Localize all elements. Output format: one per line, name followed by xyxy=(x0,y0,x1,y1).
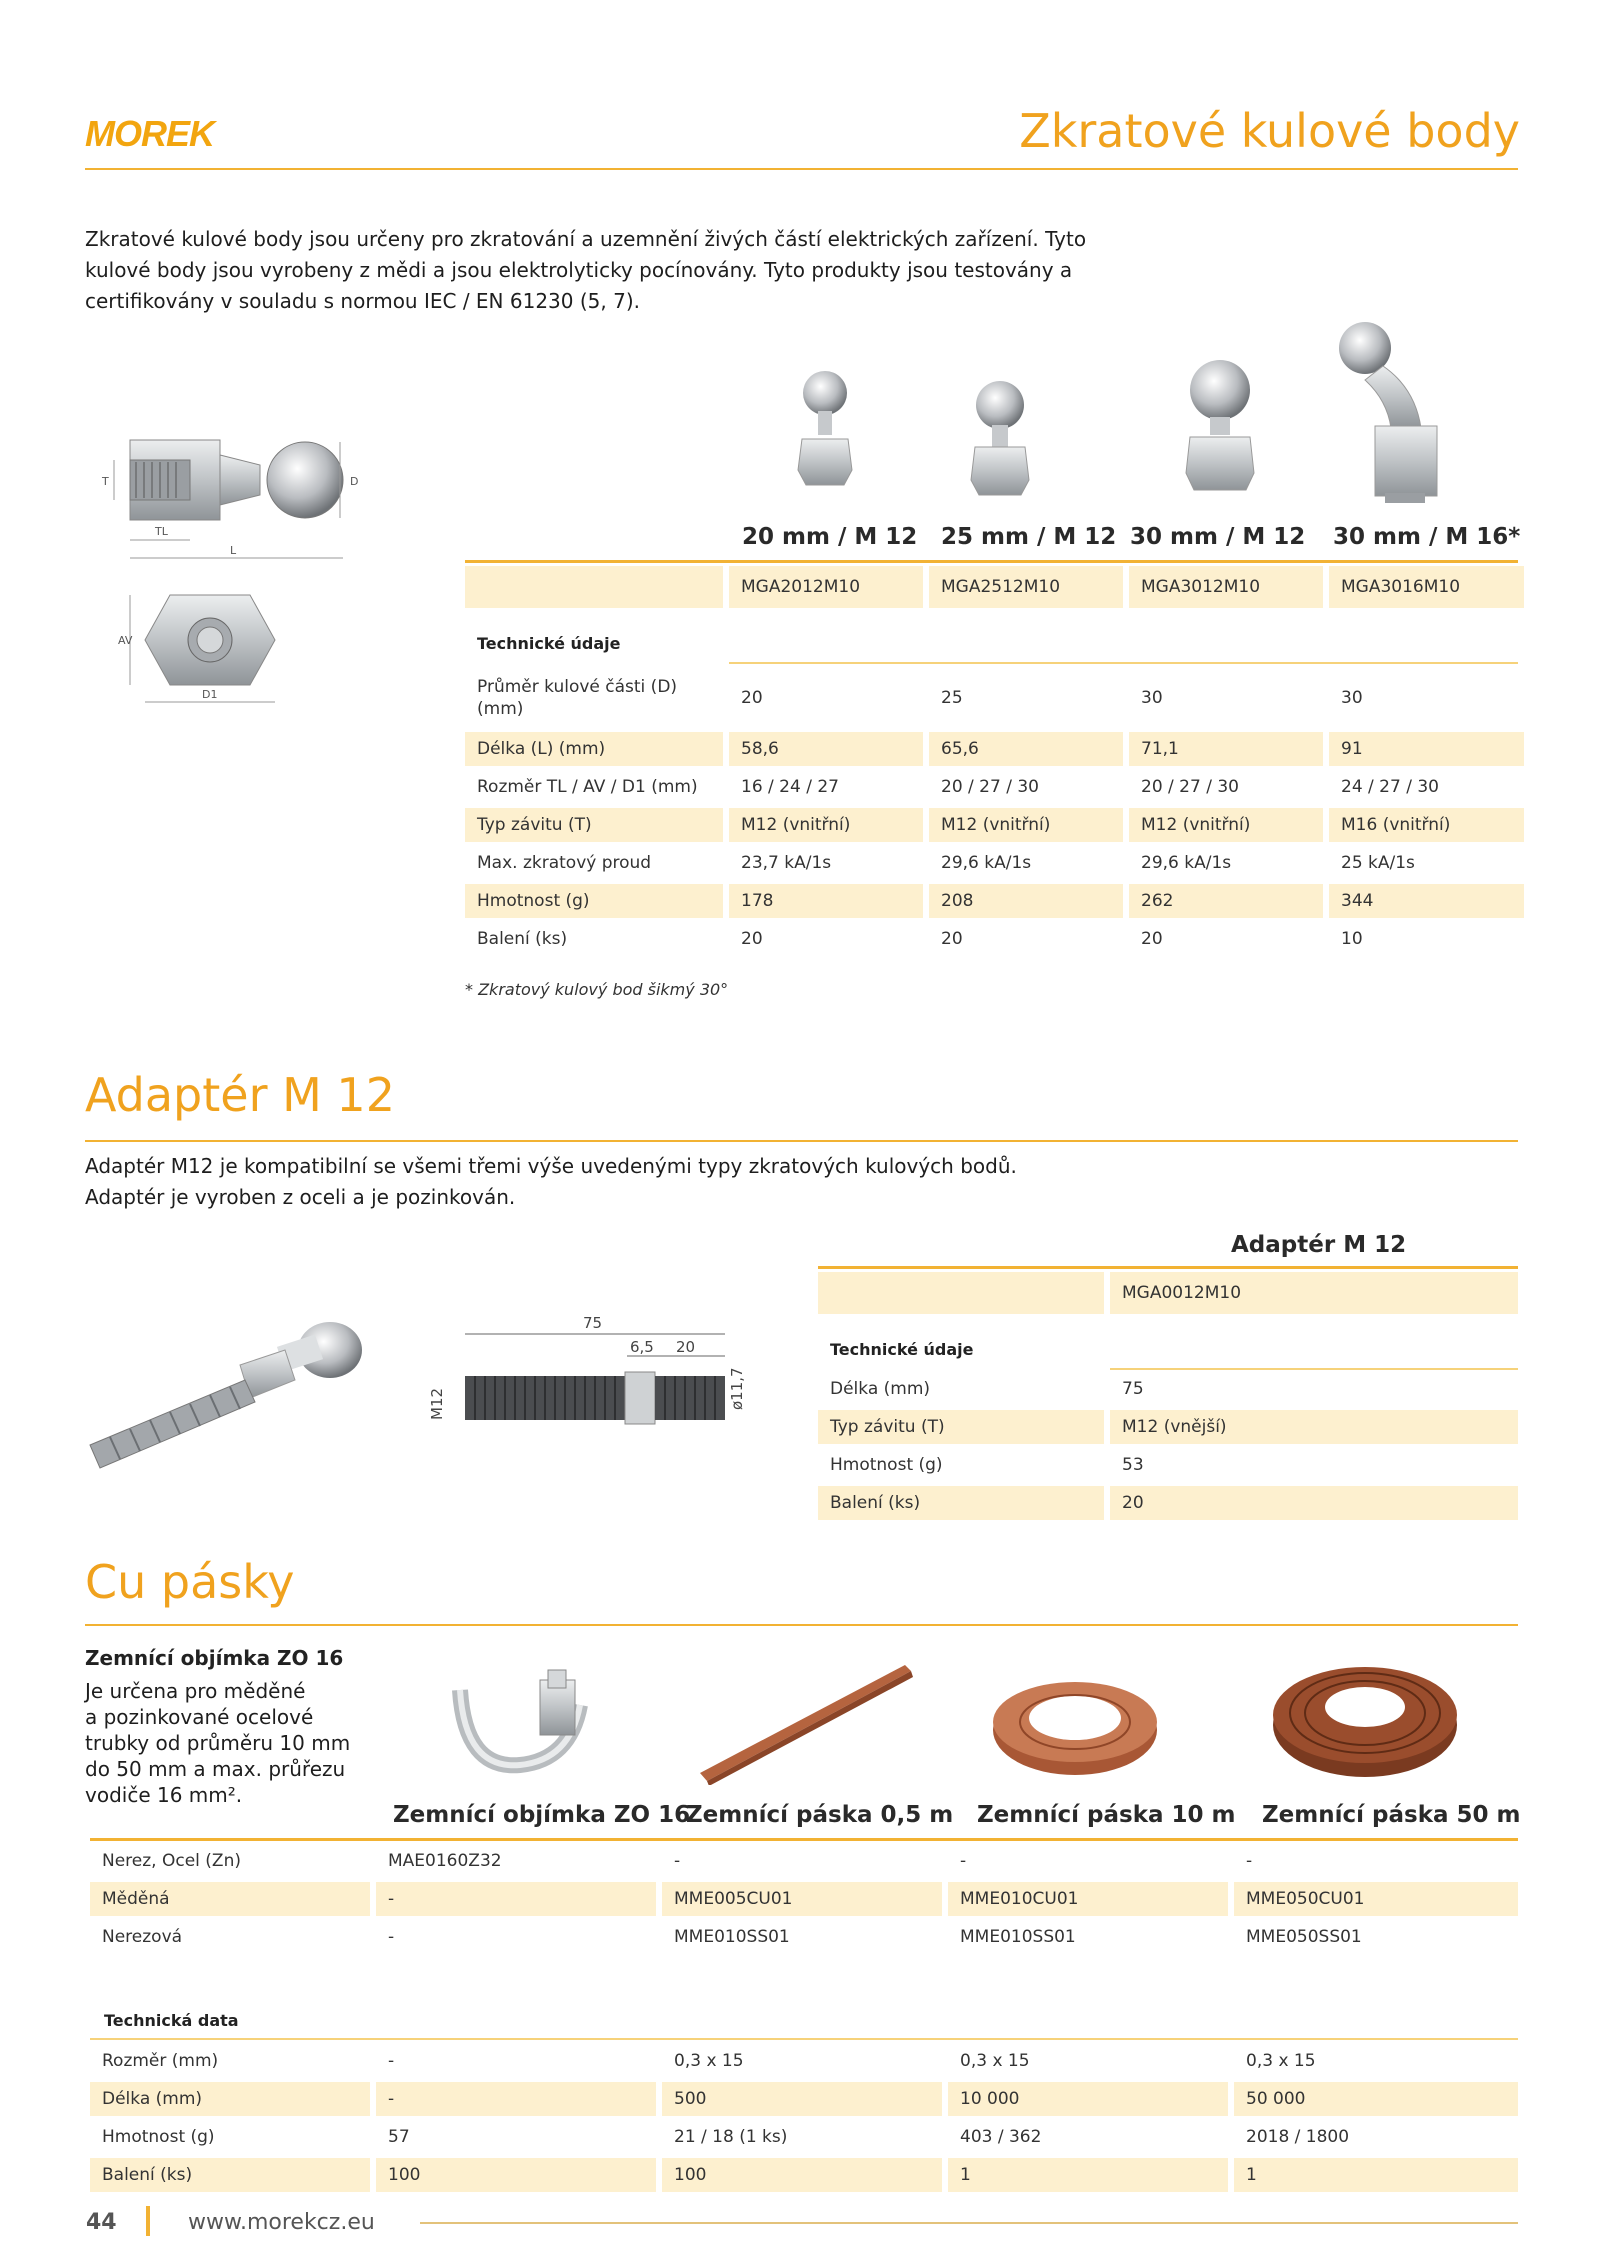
ball-code-4: MGA3016M10 xyxy=(1329,566,1524,608)
ball-spec-row xyxy=(465,884,1524,918)
cu-tech-value: 0,3 x 15 xyxy=(1234,2044,1518,2078)
ball-spec-value: 58,6 xyxy=(729,732,929,766)
cu-material-value: MME010SS01 xyxy=(662,1920,948,1954)
strip-50-photo xyxy=(1270,1655,1460,1780)
adapter-spec-row xyxy=(818,1448,1518,1482)
ball-spec-value: 30 xyxy=(1329,668,1524,728)
adapter-dim-dia: ø11,7 xyxy=(728,1367,746,1410)
clamp-text xyxy=(85,1678,350,1808)
cu-material-value: MME050CU01 xyxy=(1234,1882,1518,1916)
ball-20-photo xyxy=(780,355,870,495)
ball-spec-value: 10 xyxy=(1329,922,1524,956)
adapter-col-head: Adaptér M 12 xyxy=(1231,1232,1407,1258)
adapter-dim-len: 75 xyxy=(583,1314,603,1332)
ball-dimension-diagram xyxy=(100,430,380,720)
adapter-tech-line xyxy=(1110,1368,1518,1370)
ball-spec-row xyxy=(465,808,1524,842)
cu-tech-line xyxy=(90,2038,1518,2040)
cu-material-value: MME050SS01 xyxy=(1234,1920,1518,1954)
adapter-photo xyxy=(80,1310,370,1470)
adapter-dim-thread: M12 xyxy=(428,1387,446,1420)
ball-col-head-3: 30 mm / M 12 xyxy=(1130,524,1306,550)
ball-spec-value: 23,7 kA/1s xyxy=(729,846,929,880)
clamp-text-line: trubky od průměru 10 mm xyxy=(85,1731,351,1755)
cu-tech-value: 0,3 x 15 xyxy=(948,2044,1234,2078)
ball-spec-row xyxy=(465,846,1524,880)
cu-tech-value: 50 000 xyxy=(1234,2082,1518,2116)
adapter-rule xyxy=(85,1140,1518,1142)
cu-material-value: - xyxy=(376,1920,662,1954)
adapter-spec-value: 75 xyxy=(1110,1372,1518,1406)
cu-tech-row xyxy=(90,2158,1518,2192)
adapter-dim-b: 20 xyxy=(676,1338,696,1356)
cu-tech-label: Balení (ks) xyxy=(90,2158,376,2192)
page-title: Zkratové kulové body xyxy=(1019,104,1520,158)
ball-spec-value: 20 xyxy=(729,668,929,728)
footer-rule xyxy=(420,2222,1518,2224)
cu-tech-row xyxy=(90,2082,1518,2116)
cu-tech-row xyxy=(90,2044,1518,2078)
cu-tech-value: - xyxy=(376,2082,662,2116)
adapter-code: MGA0012M10 xyxy=(1110,1272,1518,1314)
ball-code-2: MGA2512M10 xyxy=(929,566,1129,608)
cu-section-title: Cu pásky xyxy=(85,1555,295,1609)
cu-material-label: Nerezová xyxy=(90,1920,376,1954)
cu-material-value: MAE0160Z32 xyxy=(376,1844,662,1878)
ball-spec-value: 20 xyxy=(1129,922,1329,956)
label-t: T xyxy=(102,475,109,488)
adapter-text-1: Adaptér M12 je kompatibilní se všemi třemi výše uvedenými typy zkratových kulových bodů. xyxy=(85,1154,1017,1178)
ball-spec-value: 208 xyxy=(929,884,1129,918)
clamp-text-line: Je určena pro měděné xyxy=(85,1679,306,1703)
ball-25-photo xyxy=(955,375,1045,505)
adapter-table-top-line xyxy=(818,1266,1518,1269)
cu-tech-label: Délka (mm) xyxy=(90,2082,376,2116)
label-d: D xyxy=(350,475,359,488)
label-d1: D1 xyxy=(202,688,218,701)
adapter-code-row xyxy=(818,1272,1518,1314)
label-tl: TL xyxy=(155,525,168,538)
cu-material-value: - xyxy=(662,1844,948,1878)
ball-spec-label: Max. zkratový proud xyxy=(465,846,729,880)
intro-text: Zkratové kulové body jsou určeny pro zkratování a uzemnění živých částí elektrických zařízení. Tyto kulové body jsou vyrobeny z mědi a jsou elektrolyticky pocínovány. Tyto produkty jsou testovány a certifikovány v souladu s normou IEC / EN 61230 (5, 7). xyxy=(85,227,1087,313)
cu-material-row xyxy=(90,1844,1518,1878)
adapter-spec-label: Hmotnost (g) xyxy=(818,1448,1110,1482)
clamp-text-line: do 50 mm a max. průřezu xyxy=(85,1757,346,1781)
cu-col-head-3: Zemnící páska 10 m xyxy=(977,1802,1236,1828)
label-av: AV xyxy=(118,634,133,647)
ball-spec-row xyxy=(465,770,1524,804)
ball-spec-value: M12 (vnitřní) xyxy=(1129,808,1329,842)
cu-material-value: MME010CU01 xyxy=(948,1882,1234,1916)
ball-col-head-1: 20 mm / M 12 xyxy=(742,524,918,550)
cu-tech-value: 100 xyxy=(376,2158,662,2192)
adapter-dimension-diagram xyxy=(420,1310,760,1450)
header-rule xyxy=(85,168,1518,170)
adapter-text-2: Adaptér je vyroben z oceli a je pozinkován. xyxy=(85,1185,516,1209)
cu-tech-label: Rozměr (mm) xyxy=(90,2044,376,2078)
ball-spec-value: M16 (vnitřní) xyxy=(1329,808,1524,842)
ball-code-row xyxy=(465,566,1524,608)
ball-spec-label: Rozměr TL / AV / D1 (mm) xyxy=(465,770,729,804)
ball-spec-value: 29,6 kA/1s xyxy=(929,846,1129,880)
ball-spec-value: 25 xyxy=(929,668,1129,728)
footer-divider xyxy=(146,2206,150,2236)
adapter-spec-value: 53 xyxy=(1110,1448,1518,1482)
clamp-text-line: a pozinkované ocelové xyxy=(85,1705,314,1729)
cu-tech-value: 1 xyxy=(948,2158,1234,2192)
ball-30-angled-photo xyxy=(1325,318,1455,508)
ball-code-3: MGA3012M10 xyxy=(1129,566,1329,608)
ball-spec-value: M12 (vnitřní) xyxy=(929,808,1129,842)
adapter-section-title: Adaptér M 12 xyxy=(85,1068,395,1122)
cu-tech-label: Hmotnost (g) xyxy=(90,2120,376,2154)
ball-spec-value: 344 xyxy=(1329,884,1524,918)
adapter-spec-label: Balení (ks) xyxy=(818,1486,1110,1520)
ball-spec-label: Balení (ks) xyxy=(465,922,729,956)
adapter-spec-row xyxy=(818,1410,1518,1444)
ball-spec-value: 262 xyxy=(1129,884,1329,918)
ball-spec-value: 20 xyxy=(929,922,1129,956)
ball-table-top-line xyxy=(465,560,1518,563)
cu-material-value: MME010SS01 xyxy=(948,1920,1234,1954)
cu-rule xyxy=(85,1624,1518,1626)
cu-tech-row xyxy=(90,2120,1518,2154)
ball-spec-value: 20 / 27 / 30 xyxy=(1129,770,1329,804)
ball-footnote: * Zkratový kulový bod šikmý 30° xyxy=(465,980,729,999)
ball-spec-value: 65,6 xyxy=(929,732,1129,766)
cu-tech-value: 0,3 x 15 xyxy=(662,2044,948,2078)
strip-10-photo xyxy=(990,1670,1160,1780)
cu-col-head-2: Zemnící páska 0,5 m xyxy=(686,1802,954,1828)
ball-spec-label: Průměr kulové části (D) (mm) xyxy=(465,668,729,728)
cu-material-value: - xyxy=(948,1844,1234,1878)
cu-tech-value: 57 xyxy=(376,2120,662,2154)
cu-col-head-4: Zemnící páska 50 m xyxy=(1262,1802,1521,1828)
strip-05-photo xyxy=(695,1655,915,1785)
cu-tech-value: 403 / 362 xyxy=(948,2120,1234,2154)
adapter-spec-value: 20 xyxy=(1110,1486,1518,1520)
cu-tech-value: 10 000 xyxy=(948,2082,1234,2116)
cu-material-value: MME005CU01 xyxy=(662,1882,948,1916)
ball-spec-row xyxy=(465,922,1524,956)
cu-material-value: - xyxy=(1234,1844,1518,1878)
ball-spec-value: 16 / 24 / 27 xyxy=(729,770,929,804)
ball-spec-value: 24 / 27 / 30 xyxy=(1329,770,1524,804)
adapter-dim-a: 6,5 xyxy=(630,1338,654,1356)
cu-tech-value: 500 xyxy=(662,2082,948,2116)
clamp-text-line: vodiče 16 mm². xyxy=(85,1783,243,1807)
adapter-spec-label: Délka (mm) xyxy=(818,1372,1110,1406)
cu-tech-label: Technická data xyxy=(104,2011,239,2030)
adapter-spec-row xyxy=(818,1372,1518,1406)
ball-spec-label: Délka (L) (mm) xyxy=(465,732,729,766)
cu-material-label: Měděná xyxy=(90,1882,376,1916)
adapter-spec-row xyxy=(818,1486,1518,1520)
ball-spec-value: 71,1 xyxy=(1129,732,1329,766)
ball-tech-line xyxy=(729,662,1518,664)
cu-tech-value: - xyxy=(376,2044,662,2078)
clamp-photo xyxy=(445,1665,595,1775)
ball-spec-value: 178 xyxy=(729,884,929,918)
morek-logo: MOREK xyxy=(85,113,214,154)
cu-material-row xyxy=(90,1882,1518,1916)
label-l: L xyxy=(230,544,237,557)
cu-material-label: Nerez, Ocel (Zn) xyxy=(90,1844,376,1878)
ball-spec-row xyxy=(465,668,1524,728)
ball-col-head-4: 30 mm / M 16* xyxy=(1333,524,1521,550)
cu-col-head-1: Zemnící objímka ZO 16 xyxy=(393,1802,691,1828)
adapter-spec-value: M12 (vnější) xyxy=(1110,1410,1518,1444)
cu-tech-value: 100 xyxy=(662,2158,948,2192)
cu-table-top-line xyxy=(90,1838,1518,1841)
cu-material-value: - xyxy=(376,1882,662,1916)
clamp-title: Zemnící objímka ZO 16 xyxy=(85,1646,344,1670)
cu-tech-value: 2018 / 1800 xyxy=(1234,2120,1518,2154)
ball-spec-value: 29,6 kA/1s xyxy=(1129,846,1329,880)
footer-url[interactable]: www.morekcz.eu xyxy=(188,2210,375,2235)
page-number: 44 xyxy=(86,2210,117,2235)
ball-spec-value: M12 (vnitřní) xyxy=(729,808,929,842)
ball-tech-label: Technické údaje xyxy=(477,634,621,653)
cu-tech-value: 21 / 18 (1 ks) xyxy=(662,2120,948,2154)
ball-spec-row xyxy=(465,732,1524,766)
cu-tech-value: 1 xyxy=(1234,2158,1518,2192)
ball-spec-label: Hmotnost (g) xyxy=(465,884,729,918)
adapter-tech-label: Technické údaje xyxy=(830,1340,974,1359)
ball-col-head-2: 25 mm / M 12 xyxy=(941,524,1117,550)
ball-spec-value: 25 kA/1s xyxy=(1329,846,1524,880)
adapter-spec-label: Typ závitu (T) xyxy=(818,1410,1110,1444)
cu-material-row xyxy=(90,1920,1518,1954)
ball-spec-value: 30 xyxy=(1129,668,1329,728)
ball-spec-value: 20 / 27 / 30 xyxy=(929,770,1129,804)
ball-spec-label: Typ závitu (T) xyxy=(465,808,729,842)
ball-spec-value: 20 xyxy=(729,922,929,956)
ball-30-photo xyxy=(1170,355,1270,505)
ball-code-1: MGA2012M10 xyxy=(729,566,929,608)
ball-spec-value: 91 xyxy=(1329,732,1524,766)
